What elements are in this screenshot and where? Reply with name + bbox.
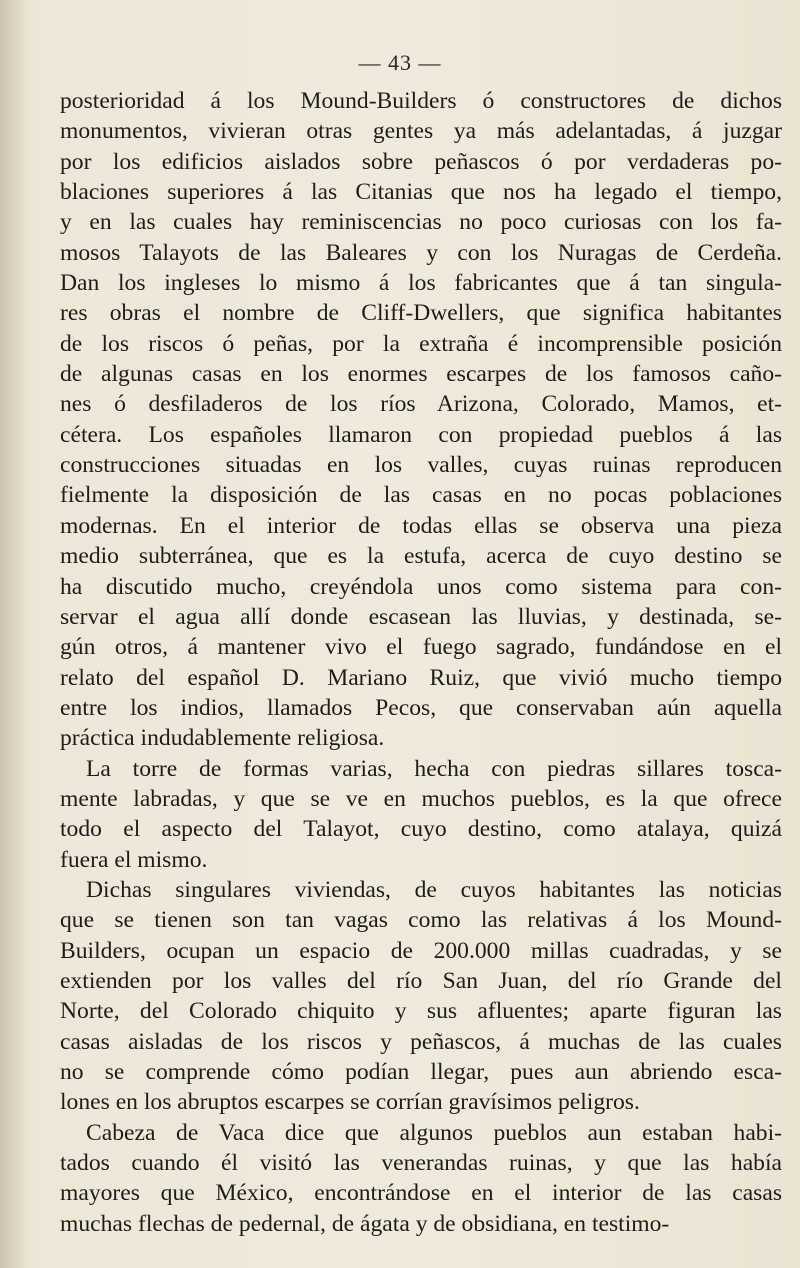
text-line: La torre de formas varias, hecha con piedras sillares tosca-	[86, 755, 782, 782]
text-line: Cabeza de Vaca dice que algunos pueblos aun estaban habi-	[86, 1119, 782, 1146]
text-line: y en las cuales hay reminiscencias no poco curiosas con los fa-	[60, 209, 782, 236]
text-line: monumentos, vivieran otras gentes ya más adelantadas, á juzgar	[60, 118, 782, 145]
text-line: todo el aspecto del Talayot, cuyo destino, como atalaya, quizá	[60, 816, 782, 843]
body-text	[60, 86, 782, 1239]
text-line: tados cuando él visitó las venerandas ruinas, y que las había	[60, 1150, 782, 1177]
text-line: por los edificios aislados sobre peñascos ó por verdaderas po-	[60, 148, 782, 175]
paragraph	[60, 1118, 782, 1239]
text-line: gún otros, á mantener vivo el fuego sagrado, fundándose en el	[60, 634, 782, 661]
text-line: Norte, del Colorado chiquito y sus afluentes; aparte figuran las	[60, 998, 782, 1025]
text-line: medio subterránea, que es la estufa, acerca de cuyo destino se	[60, 543, 782, 570]
text-line: práctica indudablemente religiosa.	[60, 725, 385, 752]
page-gutter-shadow	[0, 0, 28, 1268]
text-line: Dan los ingleses lo mismo á los fabricantes que á tan singula-	[60, 270, 782, 297]
text-line: mente labradas, y que se ve en muchos pueblos, es la que ofrece	[60, 785, 782, 812]
text-line: fuera el mismo.	[60, 846, 208, 873]
text-line: mosos Talayots de las Baleares y con los Nuragas de Cerdeña.	[60, 239, 782, 266]
text-line: de los riscos ó peñas, por la extraña é incomprensible posición	[60, 330, 782, 357]
text-line: posterioridad á los Mound-Builders ó constructores de dichos	[60, 88, 782, 114]
text-line: no se comprende cómo podían llegar, pues aun abriendo esca-	[60, 1059, 782, 1085]
text-line: Builders, ocupan un espacio de 200.000 millas cuadradas, y se	[60, 937, 782, 964]
text-line: nes ó desfiladeros de los ríos Arizona, Colorado, Mamos, et-	[60, 391, 782, 418]
paragraph	[60, 754, 782, 875]
paragraph	[60, 86, 782, 754]
page-number: — 43 —	[358, 50, 442, 75]
paragraph	[60, 875, 782, 1118]
text-line: ha discutido mucho, creyéndola unos como sistema para con-	[60, 573, 782, 600]
text-line: lones en los abruptos escarpes se corrían gravísimos peligros.	[60, 1089, 640, 1116]
text-line: modernas. En el interior de todas ellas se observa una pieza	[60, 512, 782, 539]
text-line: de algunas casas en los enormes escarpes de los famosos caño-	[60, 361, 782, 388]
text-line: fielmente la disposición de las casas en no pocas poblaciones	[60, 482, 782, 509]
text-line: entre los indios, llamados Pecos, que conservaban aún aquella	[60, 694, 782, 721]
text-line: cétera. Los españoles llamaron con propiedad pueblos á las	[60, 421, 782, 448]
text-line: extienden por los valles del río San Juan, del río Grande del	[60, 967, 782, 994]
text-line: construcciones situadas en los valles, cuyas ruinas reproducen	[60, 452, 782, 479]
text-line: mayores que México, encontrándose en el interior de las casas	[60, 1180, 782, 1207]
text-line: que se tienen son tan vagas como las relativas á los Mound-	[60, 907, 782, 934]
text-line: res obras el nombre de Cliff-Dwellers, que significa habitantes	[60, 300, 782, 327]
text-line: casas aisladas de los riscos y peñascos, á muchas de las cuales	[60, 1028, 782, 1055]
text-line: muchas flechas de pedernal, de ágata y de obsidiana, en testimo-	[60, 1210, 670, 1237]
text-line: servar el agua allí donde escasean las lluvias, y destinada, se-	[60, 603, 782, 630]
text-line: relato del español D. Mariano Ruiz, que vivió mucho tiempo	[60, 664, 782, 691]
text-line: Dichas singulares viviendas, de cuyos habitantes las noticias	[86, 876, 782, 903]
text-line: blaciones superiores á las Citanias que nos ha legado el tiempo,	[60, 179, 782, 206]
